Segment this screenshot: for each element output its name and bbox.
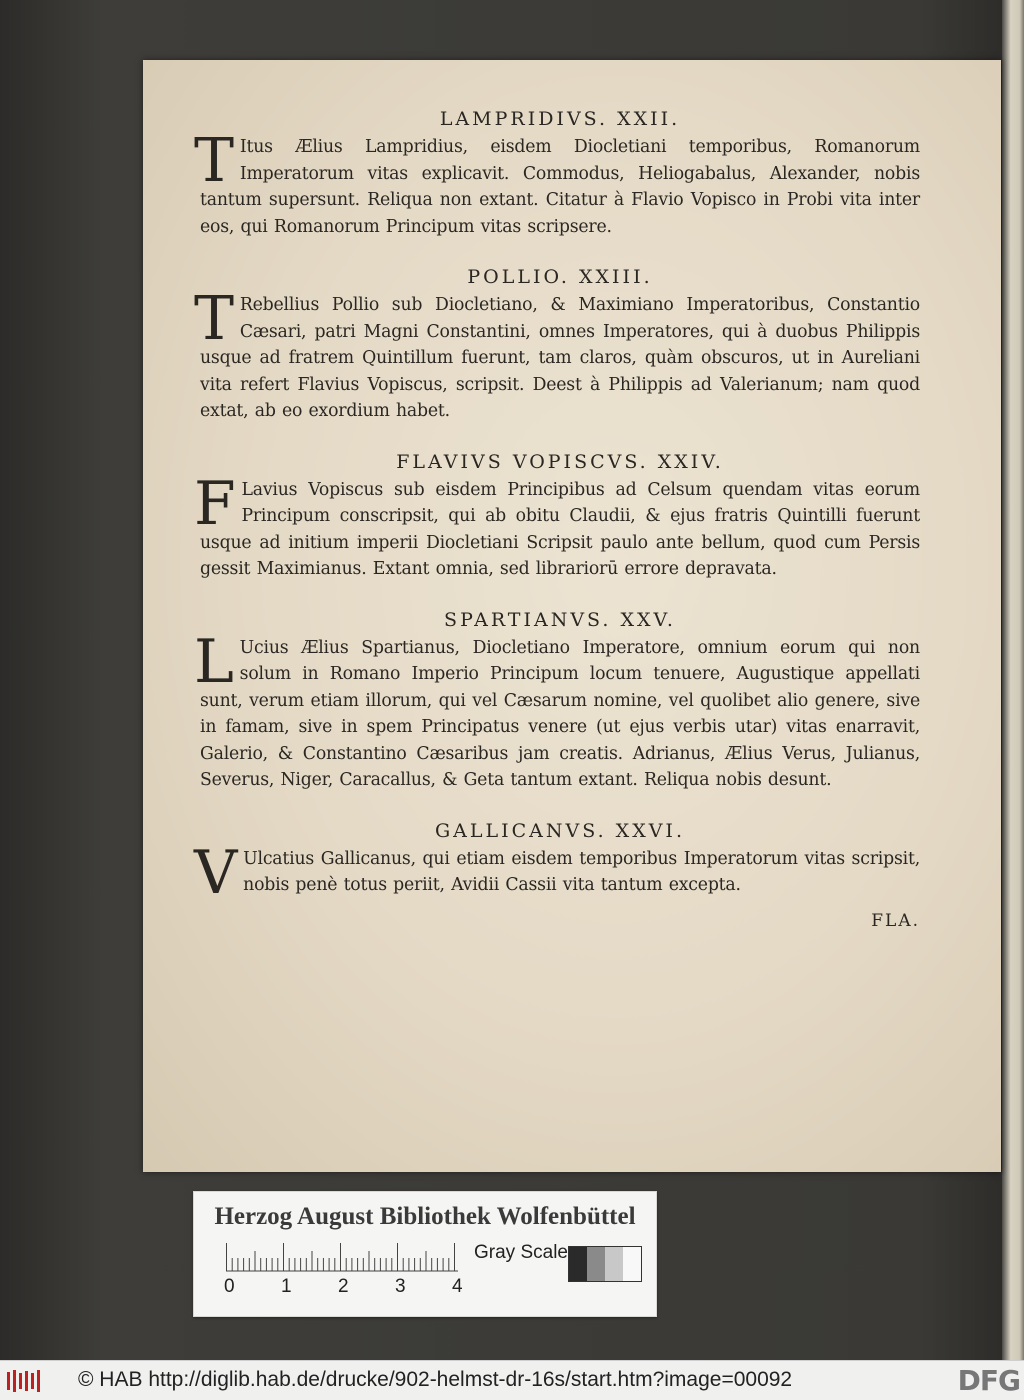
section-paragraph bbox=[194, 126, 920, 240]
drop-cap: L bbox=[194, 626, 234, 697]
catchword: FLA. bbox=[871, 910, 920, 931]
library-name: Herzog August Bibliothek Wolfenbüttel bbox=[214, 1203, 636, 1230]
section-gallicanus bbox=[194, 818, 920, 908]
page-text bbox=[194, 82, 920, 931]
section-paragraph bbox=[194, 837, 920, 908]
section-heading: FLAVIVS VOPISCVS. XXIV. bbox=[396, 450, 724, 473]
swatch-light-gray bbox=[605, 1247, 623, 1281]
dfg-logo: DFG bbox=[957, 1364, 1020, 1397]
footer-bar bbox=[0, 1360, 1024, 1400]
swatch-white bbox=[623, 1247, 641, 1281]
ruler-number: 4 bbox=[452, 1276, 463, 1297]
ruler-number: 3 bbox=[395, 1276, 406, 1297]
swatch-black bbox=[569, 1247, 587, 1281]
copyright-url[interactable]: © HAB http://diglib.hab.de/drucke/902-helmst-dr-16s/start.htm?image=00092 bbox=[78, 1368, 793, 1391]
drop-cap: V bbox=[194, 837, 238, 908]
hab-logo-icon bbox=[6, 1370, 46, 1392]
drop-cap: F bbox=[194, 468, 236, 539]
ruler-number: 1 bbox=[281, 1276, 292, 1297]
section-heading: GALLICANVS. XXVI. bbox=[435, 819, 685, 842]
section-paragraph bbox=[194, 468, 920, 583]
ruler-scale bbox=[226, 1242, 458, 1272]
book-edge bbox=[1002, 0, 1024, 1360]
paragraph-text: Rebellius Pollio sub Diocletiano, & Maximiano Imperatoribus, Constantio Cæsari, patri Magni Constantini, omnes Imperatores, qui à duobus Philippis usque ad fratrem Quintillum fuerunt, tam claros, quàm obscuros, ut in Aureliani vita refert Flavius Vopiscus, scripsit. Deest à Philippis ad Valerianum; nam quod extat, ab eo exordium habet. bbox=[200, 295, 920, 421]
drop-cap: T bbox=[194, 126, 234, 196]
paragraph-text: Ulcatius Gallicanus, qui etiam eisdem temporibus Imperatorum vitas scripsit, nobis penè totus periit, Avidii Cassii vita tantum excepta. bbox=[243, 848, 920, 895]
gray-scale-label: Gray Scale bbox=[474, 1242, 568, 1263]
color-target-card bbox=[193, 1191, 657, 1317]
section-paragraph bbox=[194, 284, 920, 425]
ruler-number: 2 bbox=[338, 1276, 349, 1297]
swatch-dark-gray bbox=[587, 1247, 605, 1281]
section-pollio bbox=[194, 264, 920, 425]
section-lampridius bbox=[194, 106, 920, 240]
section-spartianus bbox=[194, 607, 920, 794]
drop-cap: T bbox=[194, 284, 234, 354]
section-paragraph bbox=[194, 626, 920, 794]
paragraph-text: Ucius Ælius Spartianus, Diocletiano Imperatore, omnium eorum qui non solum in Romano Imperio Principum locum tenuere, Augustique appellati sunt, verum etiam illorum, qui vel Cæsarum nomine, vel quolibet alio genere, sive in famam, sive in spem Principatus venere (ut ejus verbis utar) vitas enarravit, Galerio, & Constantino Cæsaribus jam creatis. Adrianus, Ælius Verus, Julianus, Severus, Niger, Caracallus, & Geta tantum extant. Reliqua nobis desunt. bbox=[200, 637, 920, 790]
section-vopiscus bbox=[194, 449, 920, 583]
section-heading: POLLIO. XXIII. bbox=[467, 266, 653, 288]
ruler-number: 0 bbox=[224, 1276, 235, 1297]
section-heading: SPARTIANVS. XXV. bbox=[444, 608, 676, 631]
paragraph-text: Itus Ælius Lampridius, eisdem Diocletiani temporibus, Romanorum Imperatorum vitas explicavit. Commodus, Heliogabalus, Alexander, nobis tantum supersunt. Reliqua non extant. Citatur à Flavio Vopisco in Probi vita inter eos, qui Romanorum Principum vitas scripsere. bbox=[200, 137, 920, 237]
gray-scale-swatches bbox=[568, 1246, 642, 1282]
ruler-numbers bbox=[224, 1276, 484, 1298]
section-heading: LAMPRIDIVS. XXII. bbox=[439, 108, 681, 130]
paragraph-text: Lavius Vopiscus sub eisdem Principibus ad Celsum quendam vitas eorum Principum conscripsit, qui ab obitu Claudii, & ejus fratris Quintilli fuerunt usque ad initium imperii Diocletiani Scripsit paulo ante bellum, quod cum Persis gessit Maximianus. Extant omnia, sed librariorū errore depravata. bbox=[200, 479, 920, 579]
